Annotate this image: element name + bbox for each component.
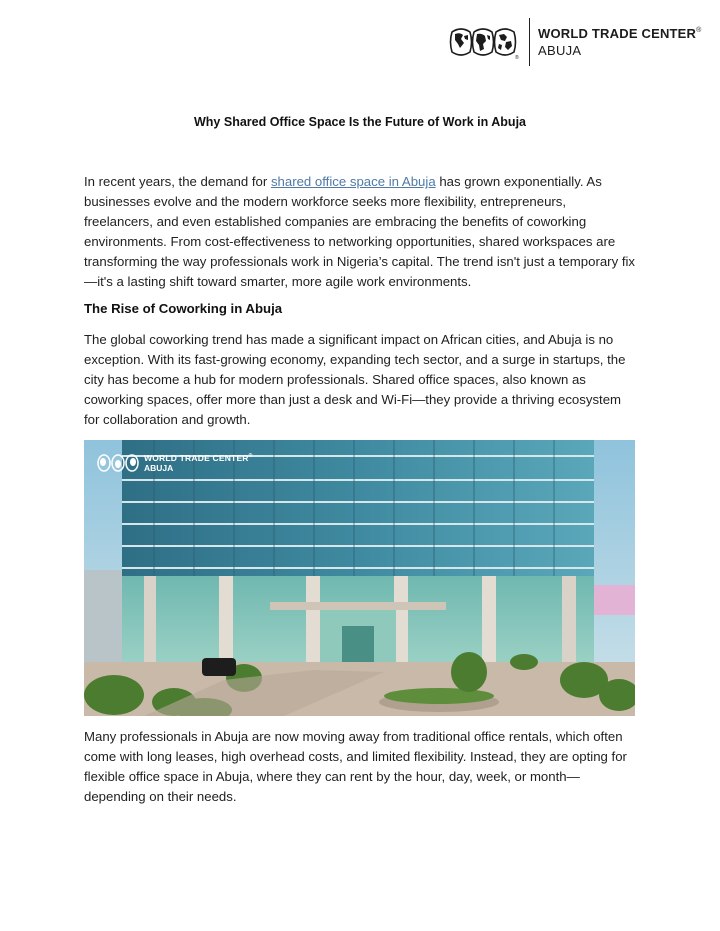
photo-logo-line1: WORLD TRADE CENTER®: [144, 453, 253, 463]
building-photo: [84, 440, 635, 716]
photo-logo-wordmark: [144, 454, 253, 472]
logo-divider: [529, 18, 530, 66]
svg-text:®: ®: [515, 55, 519, 60]
section-heading: The Rise of Coworking in Abuja: [84, 301, 283, 316]
wtc-abuja-logo: [449, 16, 702, 68]
intro-paragraph: [84, 172, 636, 292]
shared-office-link[interactable]: shared office space in Abuja: [270, 174, 436, 189]
page-title: Why Shared Office Space Is the Future of Work in Abuja: [194, 115, 526, 129]
flexible-office-paragraph: Many professionals in Abuja are now moving away from traditional office rentals, which often come with long leases, high overhead costs, and limited flexibility. Instead, they are opting for flexible office space in Abuja, where they can rent by the hour, day, week, or month—depending on their needs.: [84, 729, 627, 804]
logo-line1: WORLD TRADE CENTER®: [538, 26, 702, 41]
photo-logo-line2: ABUJA: [144, 462, 174, 473]
globe-logo-icon: [449, 24, 519, 60]
logo-wordmark: [538, 27, 702, 57]
rise-paragraph: The global coworking trend has made a significant impact on African cities, and Abuja is no exception. With its fast-growing economy, expanding tech sector, and a surge in startups, the city has become a hub for modern professionals. Shared office spaces, also known as coworking spaces, offer more than just a desk and Wi-Fi—they provide a thriving ecosystem for collaboration and growth.: [84, 332, 626, 427]
photo-globe-icon: [97, 453, 139, 473]
logo-line2: ABUJA: [538, 43, 582, 58]
intro-text-end: has grown exponentially. As businesses evolve and the modern workforce seeks more flexibility, entrepreneurs, freelancers, and even established companies are embracing the benefits of coworking environments. From cost-effectiveness to networking opportunities, shared workspaces are transforming the way professionals work in Nigeria’s capital. The trend isn't just a temporary fix—it's a lasting shift toward smarter, more agile work environments.: [84, 174, 636, 289]
photo-watermark-logo: [97, 453, 253, 473]
intro-text-start: In recent years, the demand for: [84, 174, 271, 189]
